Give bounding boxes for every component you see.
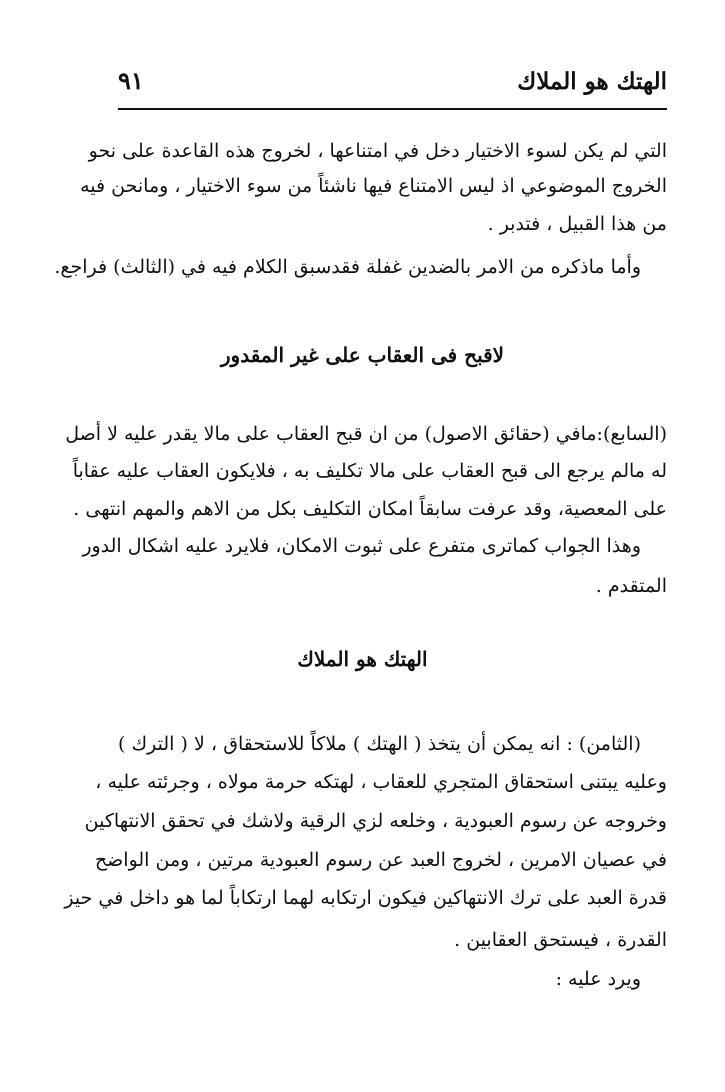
section-heading: لاقبح فى العقاب على غير المقدور	[220, 343, 505, 367]
text-line: (الثامن) : انه يمكن أن يتخذ ( الهتك ) ملاكاً للاستحقاق ، لا ( الترك )	[118, 733, 641, 755]
text-line: قدرة العبد على ترك الانتهاكين فيكون ارتكابه لهما ارتكاباً لما هو داخل في حيز	[64, 887, 667, 909]
text-line: في عصيان الامرين ، لخروج العبد عن رسوم العبودية مرتين ، ومن الواضح	[94, 849, 667, 871]
text-line: وأما ماذكره من الامر بالضدين غفلة فقدسبق الكلام فيه في (الثالث) فراجع.	[54, 256, 641, 278]
page-number: ٩١	[118, 66, 144, 95]
page-header	[118, 62, 667, 106]
text-line: المتقدم .	[595, 575, 667, 597]
text-line: وخروجه عن رسوم العبودية ، وخلعه لزي الرقية ولاشك في تحقق الانتهاكين	[84, 810, 667, 832]
text-line: وهذا الجواب كماترى متفرع على ثبوت الامكان، فلايرد عليه اشكال الدور	[82, 535, 641, 557]
text-line: (السابع):مافي (حقائق الاصول) من ان قبح العقاب على مالا يقدر عليه لا أصل	[65, 423, 667, 445]
text-line: من هذا القبيل ، فتدبر .	[487, 213, 667, 235]
text-line: وعليه يبتنى استحقاق المتجري للعقاب ، لهتكه حرمة مولاه ، وجرئته عليه ،	[95, 771, 667, 793]
text-line: ويرد عليه :	[555, 968, 641, 990]
header-rule	[118, 108, 667, 110]
text-line: التي لم يكن لسوء الاختيار دخل في امتناعها ، لخروج هذه القاعدة على نحو	[88, 140, 667, 162]
text-line: القدرة ، فيستحق العقابين .	[454, 929, 667, 951]
text-line: له مالم يرجع الى قبح العقاب على مالا تكليف به ، فلايكون العقاب عليه عقاباً	[72, 460, 667, 482]
section-heading: الهتك هو الملاك	[297, 647, 428, 671]
text-line: على المعصية، وقد عرفت سابقاً امكان التكليف بكل من الاهم والمهم انتهى .	[73, 498, 667, 520]
running-title: الهتك هو الملاك	[517, 68, 667, 95]
text-line: الخروج الموضوعي اذ ليس الامتناع فيها ناشئاً من سوء الاختيار ، ومانحن فيه	[80, 175, 667, 197]
